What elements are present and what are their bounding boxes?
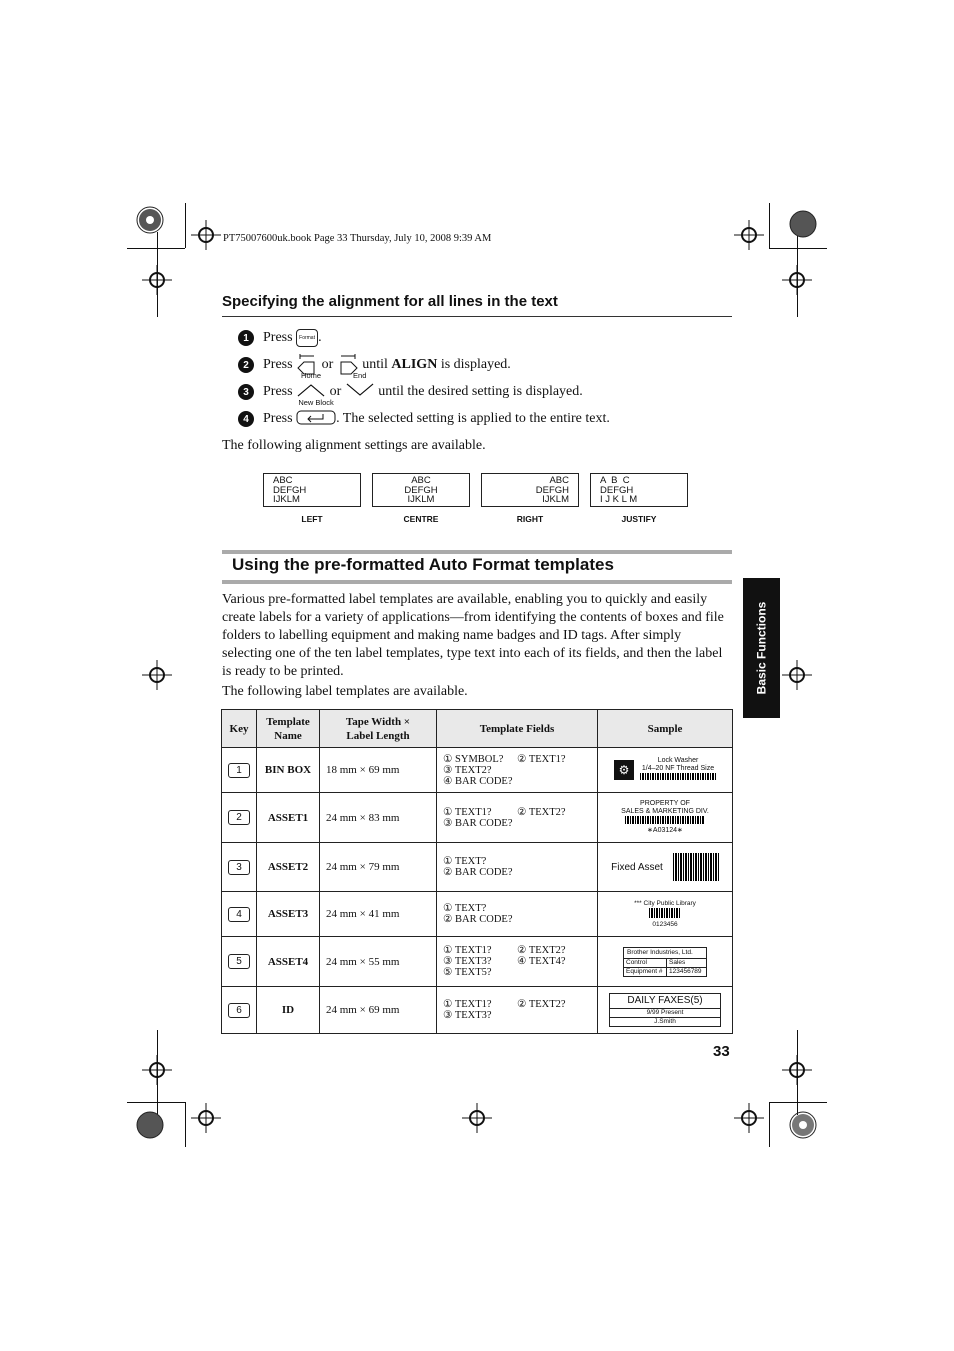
- section-heading-auto-format: Using the pre-formatted Auto Format templates: [232, 555, 614, 574]
- step-emphasis: ALIGN: [391, 357, 438, 372]
- barcode-icon: [640, 773, 716, 780]
- step-4: [238, 397, 610, 429]
- sample-label: PROPERTY OF SALES & MARKETING DIV. ∗A03124∗: [598, 793, 733, 843]
- align-sample-left: ABC DEFGH IJKLM: [263, 473, 361, 507]
- col-sample: Sample: [598, 710, 733, 748]
- key-4-icon: 4: [228, 907, 250, 922]
- section-heading-alignment: Specifying the alignment for all lines in the text: [222, 293, 558, 310]
- align-caption: CENTRE: [403, 514, 439, 524]
- step-text: is displayed.: [440, 357, 511, 372]
- template-fields: ① TEXT? ② BAR CODE?: [437, 892, 598, 937]
- sample-label: Fixed Asset: [598, 843, 733, 892]
- step-number: 2: [238, 357, 254, 373]
- tape-size: 24 mm × 55 mm: [320, 937, 437, 987]
- key-3-icon: 3: [228, 860, 250, 875]
- intro-paragraph: Various pre-formatted label templates are available, enabling you to quickly and easily create labels for a variety of applications—from identifying the contents of boxes and file folders to labelling equipment and making name badges and ID tags. After simply selecting one of the ten label templates, type text into each of its fields, and then the label is ready to be printed.: [222, 592, 724, 679]
- step-text: . The selected setting is applied to the entire text.: [336, 411, 610, 426]
- step-number: 1: [238, 330, 254, 346]
- crop-mark: [185, 203, 186, 248]
- step-number: 4: [238, 411, 254, 427]
- template-name: ID: [257, 987, 320, 1034]
- table-row: [222, 843, 733, 892]
- template-name: ASSET2: [257, 843, 320, 892]
- step-text: until: [362, 357, 388, 372]
- table-row: [222, 793, 733, 843]
- section-bar: [222, 550, 732, 554]
- sample-label: ⚙ Lock Washer 1/4–20 NF Thread Size: [598, 748, 733, 793]
- crop-mark: [769, 1102, 770, 1147]
- step-1: [238, 328, 322, 348]
- templates-table: [221, 709, 733, 1034]
- enter-key-icon: New Block: [296, 409, 336, 430]
- align-caption: RIGHT: [516, 514, 544, 524]
- step-text: .: [318, 330, 322, 345]
- cursor-down-key-icon: End: [345, 382, 375, 403]
- side-tab-label: Basic Functions: [754, 601, 769, 695]
- crop-mark: [769, 1102, 827, 1103]
- registration-wheel-icon: [135, 1110, 169, 1144]
- crosshair-icon: [191, 1103, 221, 1133]
- step-text: Press: [263, 384, 293, 399]
- template-fields: ① TEXT? ② BAR CODE?: [437, 843, 598, 892]
- tape-size: 24 mm × 41 mm: [320, 892, 437, 937]
- key-2-icon: 2: [228, 810, 250, 825]
- crop-mark: [185, 1102, 186, 1147]
- align-sample-right: ABC DEFGH IJKLM: [481, 473, 579, 507]
- barcode-icon: [649, 908, 681, 918]
- crosshair-icon: [782, 660, 812, 690]
- key-5-icon: 5: [228, 954, 250, 969]
- step-number: 3: [238, 384, 254, 400]
- crop-mark: [127, 248, 185, 249]
- template-fields: ① TEXT1? ② TEXT2? ③ TEXT3?: [437, 987, 598, 1034]
- crosshair-icon: [142, 660, 172, 690]
- registration-wheel-icon: [135, 205, 175, 245]
- crosshair-icon: [462, 1103, 492, 1133]
- format-key-icon: Format: [296, 329, 318, 347]
- template-fields: ① SYMBOL? ② TEXT1? ③ TEXT2? ④ BAR CODE?: [437, 748, 598, 793]
- align-caption: LEFT: [301, 514, 323, 524]
- template-name: BIN BOX: [257, 748, 320, 793]
- tape-size: 24 mm × 79 mm: [320, 843, 437, 892]
- section-bar: [222, 580, 732, 584]
- col-template-name: Template Name: [257, 710, 320, 748]
- page-number: 33: [713, 1043, 730, 1060]
- template-name: ASSET3: [257, 892, 320, 937]
- crosshair-icon: [782, 1055, 812, 1085]
- col-key: Key: [222, 710, 257, 748]
- barcode-icon: [625, 816, 705, 824]
- template-fields: ① TEXT1? ② TEXT2? ③ TEXT3? ④ TEXT4? ⑤ TEXT5?: [437, 937, 598, 987]
- tape-size: 18 mm × 69 mm: [320, 748, 437, 793]
- crop-mark: [769, 248, 827, 249]
- table-header-row: [222, 710, 733, 748]
- col-tape-size: Tape Width × Label Length: [320, 710, 437, 748]
- sample-label: Brother Industries, Ltd. Control Sales Equipment # 123456789: [598, 937, 733, 987]
- table-row: [222, 748, 733, 793]
- crop-mark: [127, 1102, 185, 1103]
- crosshair-icon: [734, 220, 764, 250]
- key-6-icon: 6: [228, 1003, 250, 1018]
- divider: [222, 316, 732, 317]
- col-template-fields: Template Fields: [437, 710, 598, 748]
- registration-wheel-icon: [788, 209, 822, 243]
- template-fields: ① TEXT1? ② TEXT2? ③ BAR CODE?: [437, 793, 598, 843]
- tape-size: 24 mm × 83 mm: [320, 793, 437, 843]
- step-text: Press: [263, 357, 293, 372]
- gear-symbol-icon: ⚙: [614, 760, 634, 780]
- crosshair-icon: [782, 265, 812, 295]
- cursor-up-key-icon: Home: [296, 382, 326, 403]
- align-caption: JUSTIFY: [621, 514, 657, 524]
- table-row: [222, 937, 733, 987]
- sample-label: DAILY FAXES(5) 9/99 Present J.Smith: [598, 987, 733, 1034]
- templates-note: The following label templates are available.: [222, 684, 468, 699]
- table-row: [222, 987, 733, 1034]
- template-name: ASSET4: [257, 937, 320, 987]
- align-sample-centre: ABC DEFGH IJKLM: [372, 473, 470, 507]
- step-3: [238, 370, 583, 402]
- registration-wheel-icon: [788, 1110, 822, 1144]
- step-text: or: [321, 357, 334, 372]
- crop-mark: [769, 203, 770, 248]
- crosshair-icon: [142, 265, 172, 295]
- crosshair-icon: [191, 220, 221, 250]
- tape-size: 24 mm × 69 mm: [320, 987, 437, 1034]
- crosshair-icon: [142, 1055, 172, 1085]
- crosshair-icon: [734, 1103, 764, 1133]
- step-text: or: [329, 384, 342, 399]
- alignment-note: The following alignment settings are available.: [222, 438, 486, 453]
- sample-label: *** City Public Library 0123456: [598, 892, 733, 937]
- key-1-icon: 1: [228, 763, 250, 778]
- step-text: Press: [263, 330, 293, 345]
- align-sample-justify: A B C DEFGH I J K L M: [590, 473, 688, 507]
- print-header: PT75007600uk.book Page 33 Thursday, July 10, 2008 9:39 AM: [223, 233, 492, 244]
- barcode-icon: [673, 853, 719, 881]
- step-text: Press: [263, 411, 293, 426]
- table-row: [222, 892, 733, 937]
- template-name: ASSET1: [257, 793, 320, 843]
- step-text: until the desired setting is displayed.: [378, 384, 583, 399]
